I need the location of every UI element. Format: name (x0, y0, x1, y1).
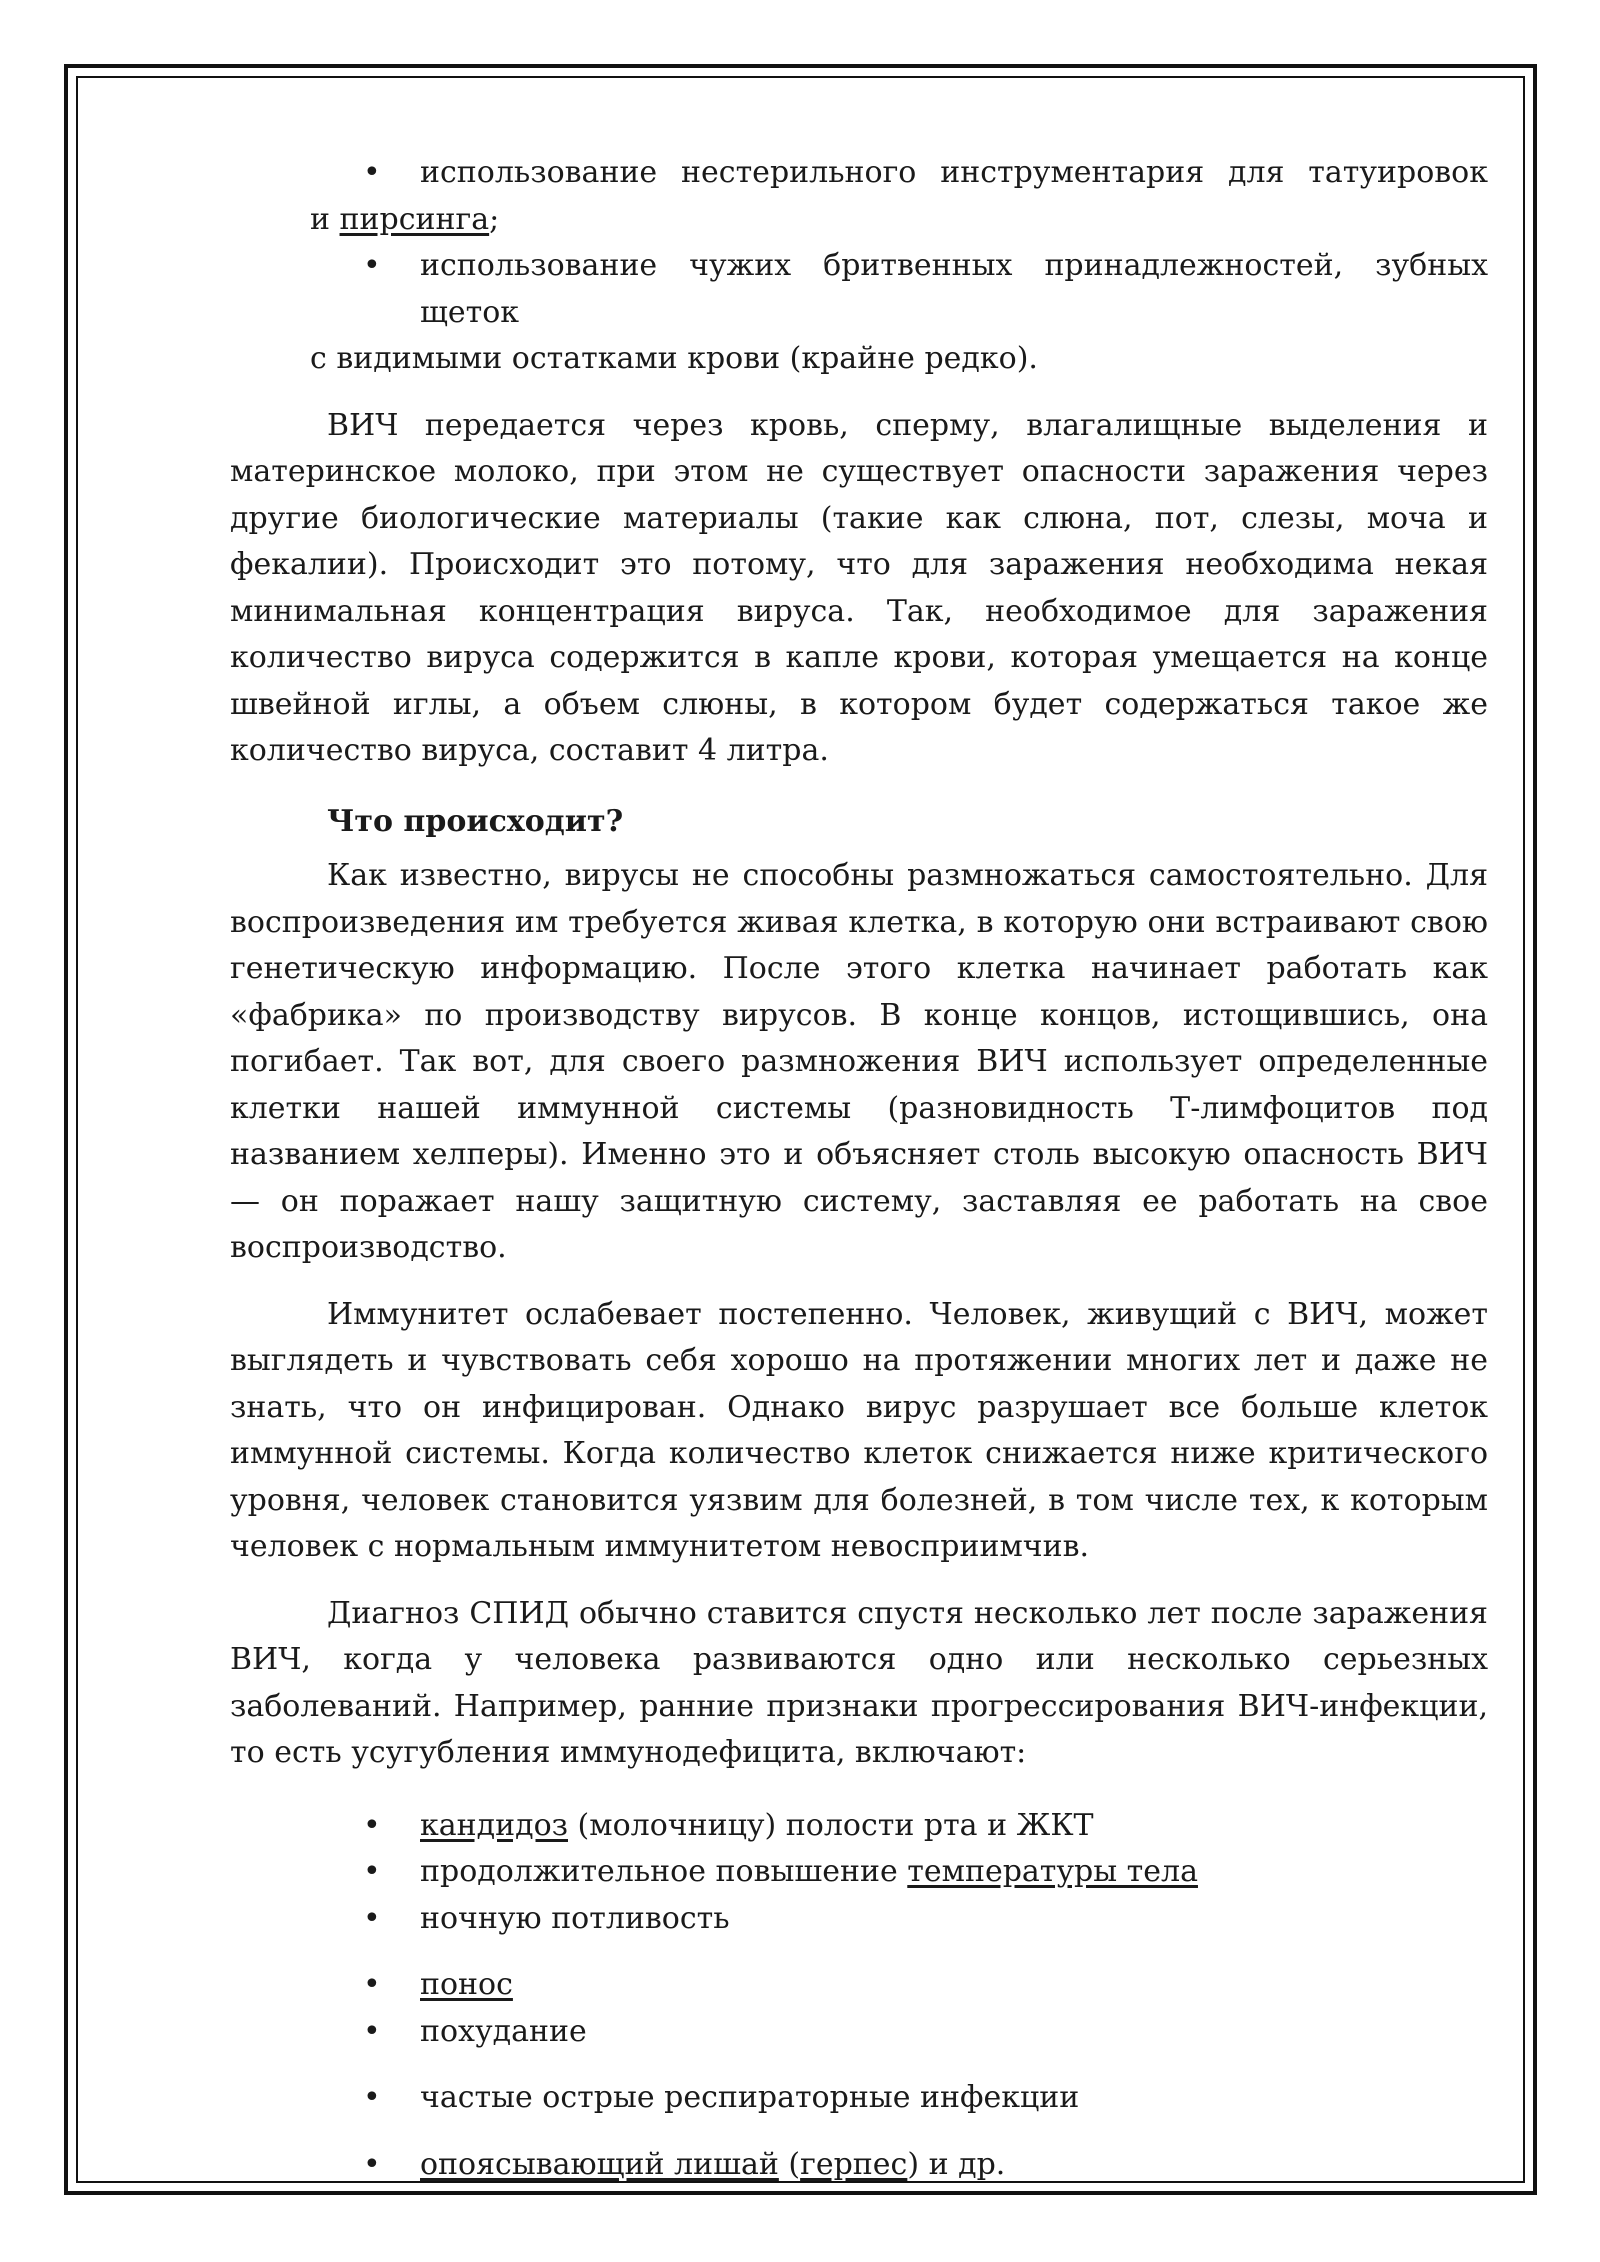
link-candidiasis[interactable]: кандидоз (420, 1807, 568, 1843)
list-item (230, 2009, 1488, 2056)
list-item (230, 2142, 1488, 2189)
bullet-icon: • (363, 2146, 381, 2182)
bullet-icon: • (363, 1807, 381, 1843)
list-item (230, 1896, 1488, 1943)
bullet-icon: • (363, 2013, 381, 2049)
list-item-text: и (310, 201, 340, 237)
link-body-temperature[interactable]: температуры тела (907, 1854, 1198, 1889)
bullet-icon: • (363, 1900, 381, 1936)
list-item-continuation: с видимыми остатками крови (крайне редко). (310, 341, 1038, 376)
bullet-list-symptoms (230, 1803, 1488, 2189)
list-item (230, 243, 1488, 383)
list-item-text: ( (778, 2146, 801, 2182)
paragraph-transmission: ВИЧ передается через кровь, сперму, влагалищные выделения и материнское молоко, при этом не существует опасности заражения через другие биологические материалы (такие как слюна, пот, слезы, моча и фекалии). Происходит это потому, что для заражения необходима некая минимальная концентрация вируса. Так, необходимое для заражения количество вируса содержится в капле крови, которая умещается на конце швейной иглы, а объем слюны, в котором будет содержаться такое же количество вируса, составит 4 литра. (230, 407, 1488, 768)
list-item (230, 2075, 1488, 2122)
list-item-text: ) и др. (907, 2146, 1006, 2182)
bullet-icon: • (363, 155, 381, 190)
link-shingles[interactable]: опоясывающий лишай (420, 2146, 779, 2182)
list-item (230, 150, 1488, 243)
list-item-text: похудание (420, 2013, 587, 2049)
list-item-text: частые острые респираторные инфекции (420, 2080, 1080, 2115)
bullet-list-transmission (230, 150, 1488, 383)
bullet-icon: • (363, 1854, 381, 1889)
list-item-text: продолжительное повышение (420, 1854, 908, 1889)
list-item-text: использование чужих бритвенных принадлежностей, зубных щеток (420, 248, 1488, 330)
link-diarrhea[interactable]: понос (420, 1967, 513, 2002)
bullet-icon: • (363, 248, 381, 283)
list-item-text: ночную потливость (420, 1900, 730, 1936)
list-item (230, 1962, 1488, 2009)
document-body (230, 150, 1488, 2188)
list-item (230, 1803, 1488, 1850)
list-item-text: (молочницу) полости рта и ЖКТ (568, 1807, 1094, 1843)
bullet-icon: • (363, 2080, 381, 2115)
paragraph-diagnosis: Диагноз СПИД обычно ставится спустя несколько лет после заражения ВИЧ, когда у человека развиваются одно или несколько серьезных заболеваний. Например, ранние признаки прогрессирования ВИЧ-инфекции, то есть усугубления иммунодефицита, включают: (230, 1595, 1488, 1770)
bullet-icon: • (363, 1967, 381, 2002)
section-heading: Что происходит? (327, 803, 624, 839)
link-herpes[interactable]: герпес (800, 2146, 908, 2182)
link-piercing[interactable]: пирсинга (339, 201, 490, 237)
list-item-continuation (270, 197, 1488, 244)
paragraph-immunity: Иммунитет ослабевает постепенно. Человек, живущий с ВИЧ, может выглядеть и чувствовать себя хорошо на протяжении многих лет и даже не знать, что он инфицирован. Однако вирус разрушает все больше клеток иммунной системы. Когда количество клеток снижается ниже критического уровня, человек становится уязвим для болезней, в том числе тех, к которым человек с нормальным иммунитетом невосприимчив. (230, 1296, 1488, 1564)
list-item-text: ; (489, 201, 500, 237)
paragraph-mechanism: Как известно, вирусы не способны размножаться самостоятельно. Для воспроизведения им требуется живая клетка, в которую они встраивают свою генетическую информацию. После этого клетка начинает работать как «фабрика» по производству вирусов. В конце концов, истощившись, она погибает. Так вот, для своего размножения ВИЧ использует определенные клетки нашей иммунной системы (разновидность Т-лимфоцитов под названием хелперы). Именно это и объясняет столь высокую опасность ВИЧ — он поражает нашу защитную систему, заставляя ее работать на свое воспроизводство. (230, 858, 1488, 1265)
list-item (230, 1849, 1488, 1896)
list-item-text: использование нестерильного инструментария для татуировок (420, 155, 1488, 190)
